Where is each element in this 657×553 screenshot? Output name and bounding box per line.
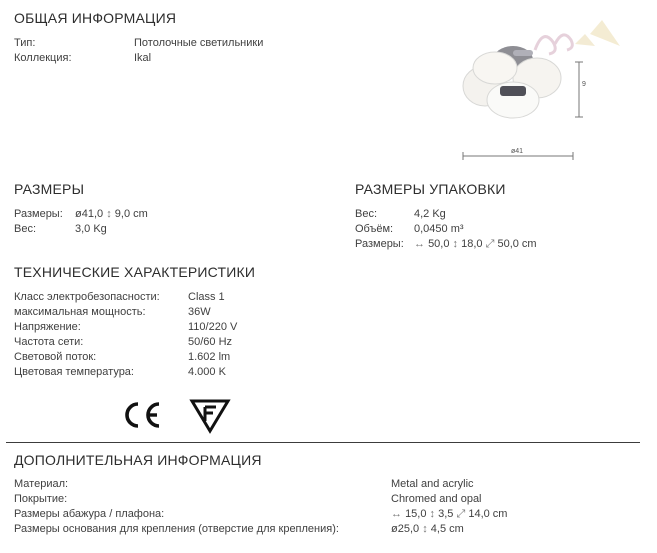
dimensions-heading: РАЗМЕРЫ [14,181,85,197]
shade-width: 15,0 [405,508,427,520]
tech-row [14,320,334,335]
tech-value: 1.602 lm [188,351,231,363]
general-row-collection [14,51,344,66]
dimensions-row-weight [14,222,334,237]
tech-row [14,305,334,320]
height-arrow-icon: ↕ [422,523,428,535]
dimensions-row-size [14,207,334,222]
shade-label: Размеры абажура / плафона: [14,508,165,520]
package-weight-label: Вес: [355,208,378,220]
base-value [391,522,464,537]
shade-height: 3,5 [438,508,454,520]
general-info-heading: ОБЩАЯ ИНФОРМАЦИЯ [14,10,177,26]
tech-value: 50/60 Hz [188,336,233,348]
type-value: Потолочные светильники [134,37,264,49]
package-size-label: Размеры: [355,238,404,250]
tech-value: 110/220 V [188,321,238,333]
tech-label: Цветовая температура: [14,366,134,378]
height-dim-label: 9 [582,81,586,88]
tech-value: 36W [188,306,211,318]
coating-label: Покрытие: [14,493,68,505]
package-size-height: 18,0 [461,238,483,250]
size-value [75,207,148,222]
package-row-weight [355,207,645,222]
tech-label: Класс электробезопасности: [14,291,160,303]
package-size-width: 50,0 [428,238,450,250]
product-drawing-svg [455,14,630,164]
general-row-type [14,36,344,51]
type-label: Тип: [14,37,36,49]
package-weight-value: 4,2 Kg [414,208,446,220]
package-size-depth: 50,0 cm [497,238,537,250]
tech-heading: ТЕХНИЧЕСКИЕ ХАРАКТЕРИСТИКИ [14,264,256,280]
height-arrow-icon: ↕ [106,208,112,220]
size-diameter: ø41,0 [75,208,104,220]
section-divider [6,442,640,443]
tech-row [14,365,334,380]
additional-row-coating [14,492,644,507]
width-arrow-icon: ↔ [391,508,402,520]
base-label: Размеры основания для крепления (отверстие для крепления): [14,523,339,535]
watermark-logo-icon [535,20,620,54]
package-volume-value: 0,0450 m³ [414,223,464,235]
additional-row-base [14,522,644,537]
height-arrow-icon: ↕ [452,238,459,250]
product-drawing [455,14,630,164]
package-row-size [355,237,645,252]
base-height: 4,5 cm [430,523,464,535]
depth-arrow-icon: ⤢ [485,238,495,250]
material-label: Материал: [14,478,69,490]
package-row-volume [355,222,645,237]
shade-depth: 14,0 cm [468,508,508,520]
tech-label: максимальная мощность: [14,306,146,318]
base-diameter: ø25,0 [391,523,420,535]
ce-mark-icon [119,399,163,431]
additional-heading: ДОПОЛНИТЕЛЬНАЯ ИНФОРМАЦИЯ [14,452,262,468]
weight-value: 3,0 Kg [75,223,107,235]
weight-label: Вес: [14,223,37,235]
tech-value: Class 1 [188,291,225,303]
package-volume-label: Объём: [355,223,394,235]
additional-row-material [14,477,644,492]
tech-label: Световой поток: [14,351,97,363]
package-heading: РАЗМЕРЫ УПАКОВКИ [355,181,506,197]
width-arrow-icon: ↔ [414,238,425,250]
collection-value: Ikal [134,52,152,64]
tech-row [14,335,334,350]
shade-value [391,507,507,522]
f-mark-icon [189,398,231,434]
size-label: Размеры: [14,208,63,220]
package-size-value [414,237,537,252]
collection-label: Коллекция: [14,52,72,64]
additional-row-shade [14,507,644,522]
tech-row [14,290,334,305]
coating-value: Chromed and opal [391,493,482,505]
tech-label: Частота сети: [14,336,84,348]
width-dim-label: ø41 [511,148,524,155]
depth-arrow-icon: ⤢ [456,508,466,520]
material-value: Metal and acrylic [391,478,474,490]
tech-row [14,350,334,365]
tech-label: Напряжение: [14,321,81,333]
tech-value: 4.000 K [188,366,226,378]
size-height: 9,0 cm [114,208,148,220]
height-arrow-icon: ↕ [429,508,436,520]
